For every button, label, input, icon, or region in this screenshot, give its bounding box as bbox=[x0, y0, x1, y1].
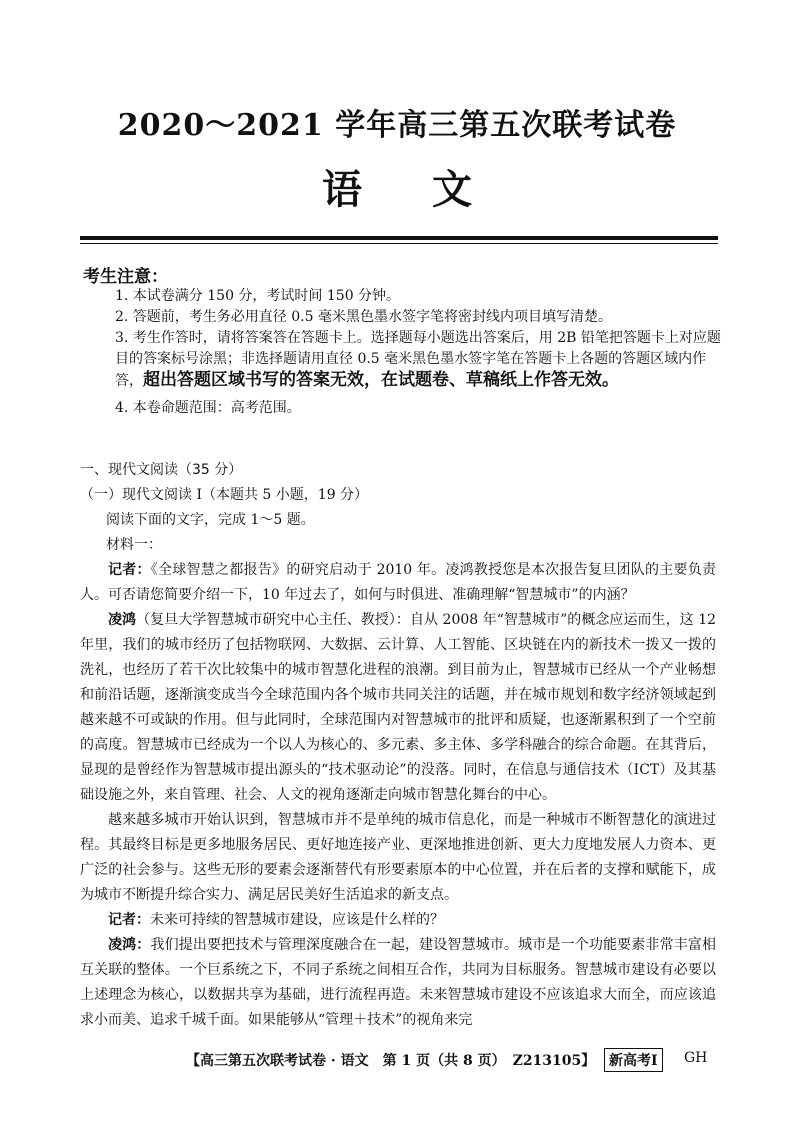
paragraph-1-text: 《全球智慧之都报告》的研究启动于 2010 年。凌鸿教授您是本次报告复旦团队的主要负责人。可否请您简要介绍一下，10 年过去了，如何与时俱进、准确理解“智慧城市”的内涵？ bbox=[80, 562, 717, 603]
footer-info: 【高三第五次联考试卷 · 语文 第 1 页（共 8 页） Z213105】 bbox=[186, 1053, 596, 1069]
paragraph-2-text: （复旦大学智慧城市研究中心主任、教授）：自从 2008 年“智慧城市”的概念应运而生，这 12 年里，我们的城市经历了包括物联网、大数据、云计算、人工智能、区块链在内的新技术一拨又一拨的洗礼，也经历了若干次比较集中的城市智慧化进程的浪潮。到目前为止，智慧城市已经从一个产业畅想和前沿话题，逐渐演变成当今全球范围内各个城市共同关注的话题，并在城市规划和数字经济领域起到越来越不可或缺的作用。但与此同时，全球范围内对智慧城市的批评和质疑，也逐渐累积到了一个空前的高度。智慧城市已经成为一个以人为核心的、多元素、多主体、多学科融合的综合命题。在其背后，显现的是曾经作为智慧城市提出源头的“技术驱动论”的没落。同时，在信息与通信技术（ICT）及其基础设施之外，来自管理、社会、人文的视角逐渐走向城市智慧化舞台的中心。 bbox=[80, 612, 717, 803]
exam-title: 2020～2021 学年高三第五次联考试卷 bbox=[117, 108, 677, 143]
notice-item-4: 4. 本卷命题范围：高考范围。 bbox=[115, 400, 301, 416]
material-label: 材料一： bbox=[106, 537, 162, 553]
paragraph-1 bbox=[80, 558, 716, 608]
exam-type-badge: 新高考Ⅰ bbox=[604, 1048, 663, 1072]
paragraph-5-text: 我们提出要把技术与管理深度融合在一起，建设智慧城市。城市是一个功能要素非常丰富相互关联的整体。一个巨系统之下，不同子系统之间相互合作，共同为目标服务。智慧城市建设有必要以上述理念为核心，以数据共享为基础，进行流程再造。未来智慧城市建设不应该追求大而全，而应该追求小而美、追求千城千面。如果能够从“管理＋技术”的视角来完 bbox=[80, 937, 717, 1028]
notice-item-3-text: 3. 考生作答时，请将答案答在答题卡上。选择题每小题选出答案后，用 2B 铅笔把答题卡上对应题目的答案标号涂黑；非选择题请用直径 0.5 毫米黑色墨水签字笔在答题卡上各题的答题区域内作答， bbox=[115, 330, 721, 389]
paragraph-4 bbox=[80, 908, 716, 933]
footer-suffix: GH bbox=[684, 1050, 708, 1066]
subject-title: 语文 bbox=[322, 166, 542, 213]
notice-item-1: 1. 本试卷满分 150 分，考试时间 150 分钟。 bbox=[115, 288, 401, 304]
instruction: 阅读下面的文字，完成 1～5 题。 bbox=[106, 512, 315, 528]
notice-item-2: 2. 答题前，考生务必用直径 0.5 毫米黑色墨水签字笔将密封线内项目填写清楚。 bbox=[115, 309, 612, 325]
section-heading: 一、现代文阅读（35 分） bbox=[80, 462, 243, 478]
notice-item-3 bbox=[115, 328, 725, 392]
speaker-reporter-2: 记者： bbox=[108, 912, 150, 928]
notice-heading: 考生注意： bbox=[83, 267, 168, 287]
reading-section bbox=[80, 458, 716, 1033]
notice-list bbox=[115, 286, 725, 419]
subsection-heading: （一）现代文阅读 I（本题共 5 小题，19 分） bbox=[80, 487, 369, 503]
header-divider-thick bbox=[80, 236, 718, 240]
speaker-linghong: 凌鸿 bbox=[108, 612, 137, 628]
paragraph-3: 越来越多城市开始认识到，智慧城市并不是单纯的城市信息化，而是一种城市不断智慧化的演进过程。其最终目标是更多地服务居民、更好地连接产业、更深地推进创新、更大力度地发展人力资本、更广泛的社会参与。这些无形的要素会逐渐替代有形要素原本的中心位置，并在后者的支撑和赋能下，成为城市不断提升综合实力、满足居民美好生活追求的新支点。 bbox=[80, 812, 716, 903]
speaker-linghong-2: 凌鸿： bbox=[108, 937, 151, 953]
paragraph-5 bbox=[80, 933, 716, 1033]
notice-item-3-emphasis: 超出答题区域书写的答案无效，在试题卷、草稿纸上作答无效。 bbox=[143, 370, 619, 390]
paragraph-2 bbox=[80, 608, 716, 808]
header-divider-thin bbox=[80, 243, 718, 244]
paragraph-4-text: 未来可持续的智慧城市建设，应该是什么样的？ bbox=[150, 912, 444, 928]
speaker-reporter: 记者： bbox=[108, 562, 151, 578]
